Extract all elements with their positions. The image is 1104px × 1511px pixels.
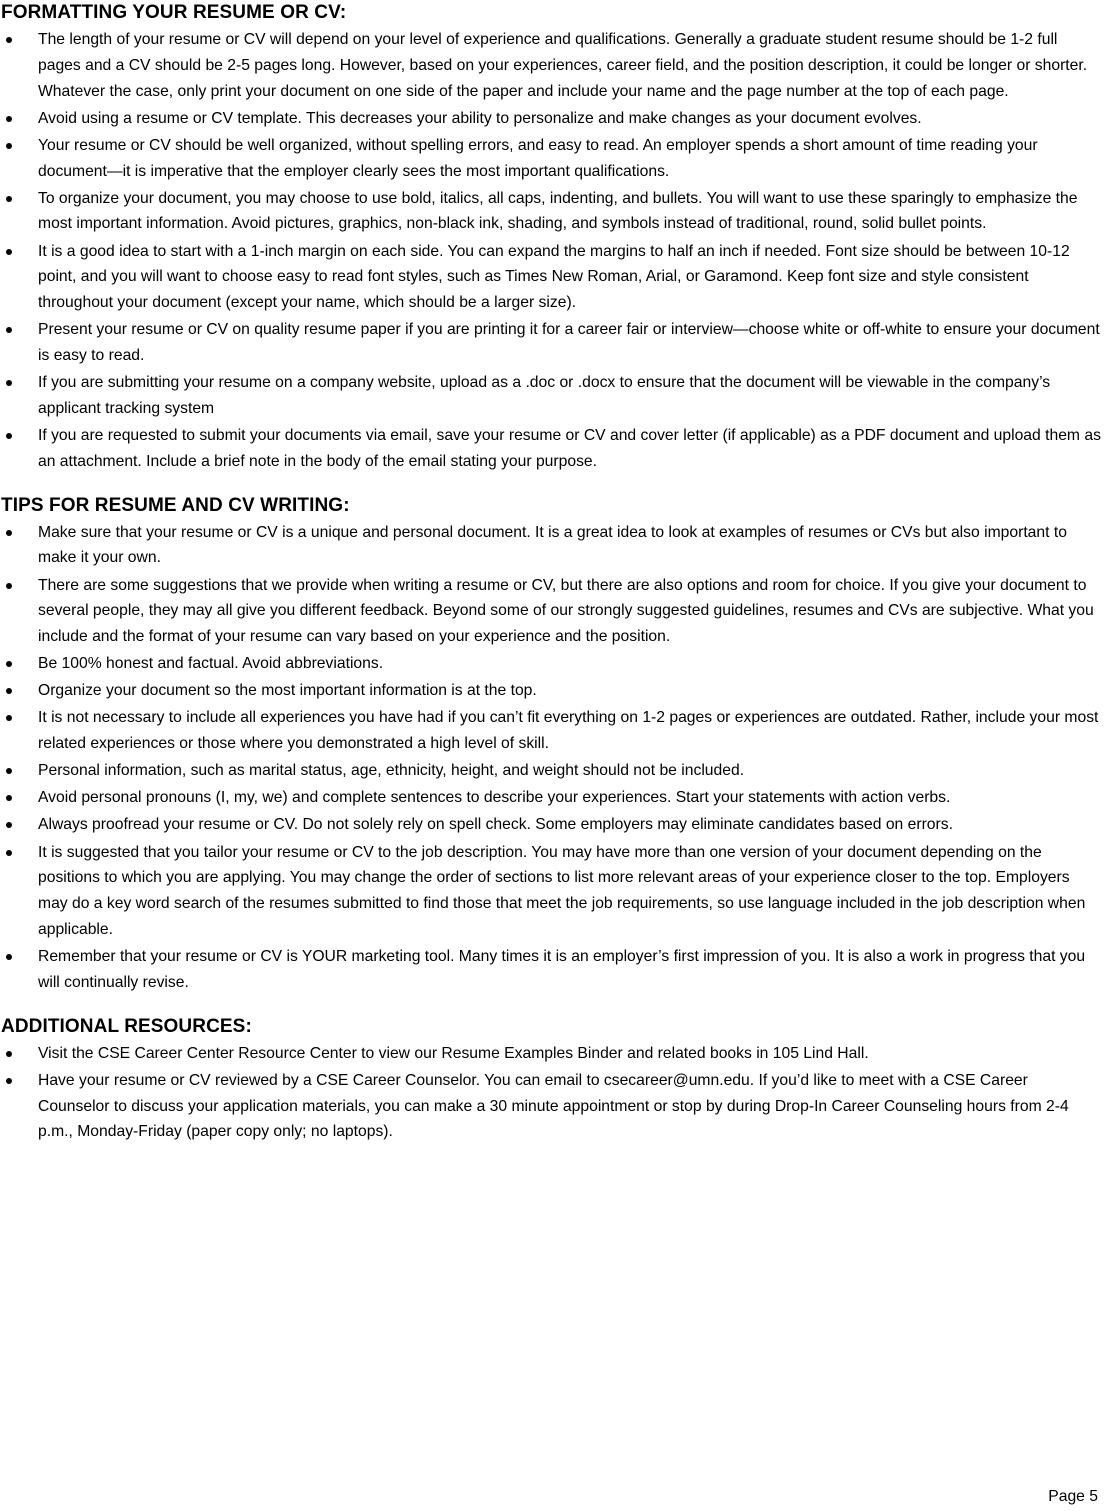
- list-item-text: To organize your document, you may choose to use bold, italics, all caps, indenting, and bullets. You will want to use these sparingly to emphasize the most important information. Avoid pictures, graphics, non-black ink, shading, and symbols instead of traditional, round, solid bullet points.: [38, 189, 1078, 233]
- list-item: [1, 133, 1103, 185]
- bullet-icon: [6, 1078, 12, 1084]
- list-item-text: Avoid personal pronouns (I, my, we) and complete sentences to describe your experiences. Start your statements with action verbs.: [38, 789, 951, 807]
- list-item-text: Have your resume or CV reviewed by a CSE Career Counselor. You can email to csecareer@umn.edu. If you’d like to meet with a CSE Career Counselor to discuss your application materials, you can make a 30 minute appointment or stop by during Drop-In Career Counseling hours from 2-4 p.m., Monday-Friday (paper copy only; no laptops).: [38, 1071, 1069, 1141]
- list-item-text: Present your resume or CV on quality resume paper if you are printing it for a career fair or interview—choose white or off-white to ensure your document is easy to read.: [38, 321, 1100, 365]
- bullet-list: [1, 520, 1103, 996]
- list-item: [1, 785, 1103, 811]
- list-item-text: Make sure that your resume or CV is a unique and personal document. It is a great idea to look at examples of resumes or CVs but also important to make it your own.: [38, 523, 1067, 567]
- list-item-text: Organize your document so the most important information is at the top.: [38, 682, 537, 700]
- list-item: [1, 423, 1103, 475]
- list-item: [1, 573, 1103, 650]
- bullet-icon: [6, 583, 12, 589]
- section-heading: FORMATTING YOUR RESUME OR CV:: [1, 2, 347, 23]
- bullet-icon: [6, 661, 12, 667]
- list-item-text: Your resume or CV should be well organized, without spelling errors, and easy to read. An employer spends a short amount of time reading your document—it is imperative that the employer clearly sees the most important qualifications.: [38, 136, 1038, 180]
- bullet-icon: [6, 822, 12, 828]
- section-resources: [1, 1014, 1103, 1145]
- list-item: [1, 520, 1103, 572]
- bullet-icon: [6, 380, 12, 386]
- list-item-text: It is not necessary to include all experiences you have had if you can’t fit everything on 1-2 pages or experiences are outdated. Rather, include your most related experiences or those where you demonstrated a high level of skill.: [38, 709, 1099, 753]
- bullet-icon: [6, 196, 12, 202]
- bullet-icon: [6, 433, 12, 439]
- list-item: [1, 705, 1103, 757]
- list-item-text: It is suggested that you tailor your resume or CV to the job description. You may have more than one version of your document depending on the positions to which you are applying. You may change the order of sections to list more relevant areas of your experience closer to the top. Employers may do a key word search of the resumes submitted to find those that meet the job requirements, so use language included in the job description when applicable.: [38, 843, 1086, 938]
- list-item: [1, 944, 1103, 996]
- list-item-text: If you are submitting your resume on a company website, upload as a .doc or .docx to ensure that the document will be viewable in the company’s applicant tracking system: [38, 374, 1051, 417]
- bullet-icon: [6, 249, 12, 255]
- list-item: [1, 317, 1103, 369]
- bullet-icon: [6, 688, 12, 694]
- bullet-icon: [6, 1051, 12, 1057]
- bullet-icon: [6, 530, 12, 536]
- list-item: [1, 758, 1103, 784]
- list-item: [1, 106, 1103, 132]
- list-item-text: The length of your resume or CV will depend on your level of experience and qualifications. Generally a graduate student resume should be 1-2 full pages and a CV should be 2-5 pages long. However, based on your experiences, career field, and the position description, it could be longer or shorter. Whatever the case, only print your document on one side of the paper and include your name and the page number at the top of each page.: [38, 31, 1088, 100]
- bullet-icon: [6, 327, 12, 333]
- section-heading: TIPS FOR RESUME AND CV WRITING:: [1, 494, 350, 516]
- list-item: [1, 186, 1103, 238]
- list-item-text: There are some suggestions that we provide when writing a resume or CV, but there are also options and room for choice. If you give your document to several people, they may all give you different feedback. Beyond some of our strongly suggested guidelines, resumes and CVs are subjective. What you include and the format of your resume can vary based on your experience and the position.: [38, 576, 1094, 646]
- section-heading: ADDITIONAL RESOURCES:: [1, 1015, 252, 1037]
- bullet-icon: [6, 116, 12, 122]
- list-item: [1, 651, 1103, 677]
- list-item: [1, 239, 1103, 316]
- list-item: [1, 1068, 1103, 1145]
- list-item-text: If you are requested to submit your documents via email, save your resume or CV and cover letter (if applicable) as a PDF document and upload them as an attachment. Include a brief note in the body of the email stating your purpose.: [38, 427, 1101, 470]
- list-item-text: It is a good idea to start with a 1-inch margin on each side. You can expand the margins to half an inch if needed. Font size should be between 10-12 point, and you will want to choose easy to read font styles, such as Times New Roman, Arial, or Garamond. Keep font size and style consistent throughout your document (except your name, which should be a larger size).: [38, 242, 1070, 312]
- list-item: [1, 812, 1103, 838]
- list-item: [1, 1041, 1103, 1067]
- list-item-text: Personal information, such as marital status, age, ethnicity, height, and weight should not be included.: [38, 762, 745, 780]
- page-number: Page 5: [1048, 1488, 1098, 1505]
- list-item: [1, 678, 1103, 704]
- list-item: [1, 370, 1103, 422]
- bullet-icon: [6, 143, 12, 149]
- bullet-icon: [6, 795, 12, 801]
- list-item-text: Remember that your resume or CV is YOUR marketing tool. Many times it is an employer’s first impression of you. It is also a work in progress that you will continually revise.: [38, 948, 1086, 991]
- bullet-icon: [6, 715, 12, 721]
- list-item-text: Avoid using a resume or CV template. This decreases your ability to personalize and make changes as your document evolves.: [38, 109, 922, 127]
- bullet-icon: [6, 37, 12, 43]
- list-item: [1, 27, 1103, 104]
- bullet-list: [1, 1041, 1103, 1145]
- bullet-icon: [6, 768, 12, 774]
- list-item: [1, 840, 1103, 943]
- list-item-text: Always proofread your resume or CV. Do not solely rely on spell check. Some employers may eliminate candidates based on errors.: [38, 816, 953, 834]
- bullet-icon: [6, 954, 12, 960]
- bullet-list: [1, 27, 1103, 475]
- bullet-icon: [6, 850, 12, 856]
- list-item-text: Visit the CSE Career Center Resource Center to view our Resume Examples Binder and related books in 105 Lind Hall.: [38, 1044, 869, 1062]
- section-formatting: [1, 0, 1103, 475]
- list-item-text: Be 100% honest and factual. Avoid abbreviations.: [38, 655, 384, 673]
- section-tips: [1, 493, 1103, 996]
